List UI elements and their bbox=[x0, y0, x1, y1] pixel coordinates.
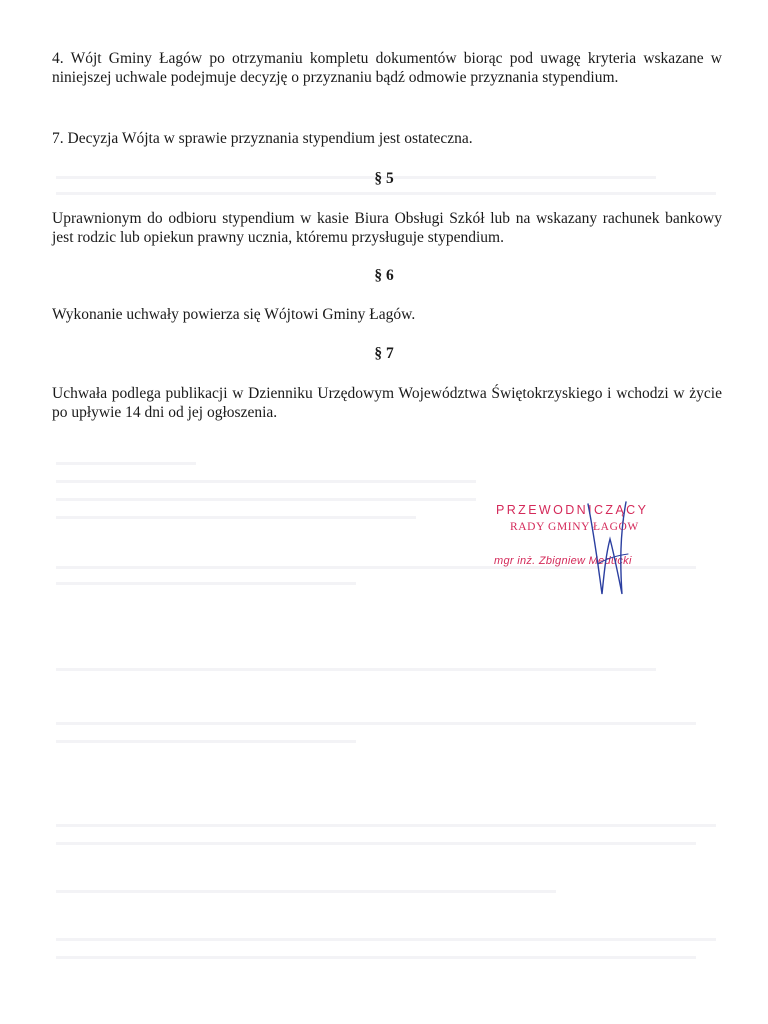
section-5-heading: § 5 bbox=[374, 170, 394, 187]
paragraph-4: 4. Wójt Gminy Łagów po otrzymaniu kompletu dokumentów biorąc pod uwagę kryteria wskazane w niniejszej uchwale podejmuje decyzję o przyznaniu bądź odmowie przyznania stypendium. bbox=[52, 50, 722, 86]
bleed-through-mark bbox=[56, 668, 656, 671]
bleed-through-mark bbox=[56, 956, 696, 959]
bleed-through-mark bbox=[56, 498, 476, 501]
bleed-through-mark bbox=[56, 516, 416, 519]
section-7-text: Uchwała podlega publikacji w Dzienniku Urzędowym Województwa Świętokrzyskiego i wchodzi w życie po upływie 14 dni od jej ogłoszenia. bbox=[52, 385, 722, 421]
bleed-through-mark bbox=[56, 582, 356, 585]
bleed-through-mark bbox=[56, 824, 716, 827]
bleed-through-mark bbox=[56, 480, 476, 483]
bleed-through-mark bbox=[56, 722, 696, 725]
handwritten-signature bbox=[570, 494, 650, 604]
stamp-chairman-name: mgr inż. Zbigniew Meducki bbox=[494, 555, 632, 567]
bleed-through-mark bbox=[56, 938, 716, 941]
section-6-text: Wykonanie uchwały powierza się Wójtowi Gminy Łagów. bbox=[52, 306, 416, 323]
bleed-through-mark bbox=[56, 192, 716, 195]
bleed-through-mark bbox=[56, 462, 196, 465]
section-6-heading: § 6 bbox=[374, 267, 394, 284]
stamp-council-name: RADY GMINY ŁAGÓW bbox=[510, 521, 639, 533]
section-7-heading: § 7 bbox=[374, 345, 394, 362]
section-5-text: Uprawnionym do odbioru stypendium w kasie Biura Obsługi Szkół lub na wskazany rachunek bankowy jest rodzic lub opiekun prawny ucznia, któremu przysługuje stypendium. bbox=[52, 210, 722, 246]
bleed-through-mark bbox=[56, 842, 696, 845]
bleed-through-mark bbox=[56, 740, 356, 743]
stamp-title: PRZEWODNICZĄCY bbox=[496, 503, 649, 517]
bleed-through-mark bbox=[56, 890, 556, 893]
paragraph-7: 7. Decyzja Wójta w sprawie przyznania stypendium jest ostateczna. bbox=[52, 130, 473, 147]
